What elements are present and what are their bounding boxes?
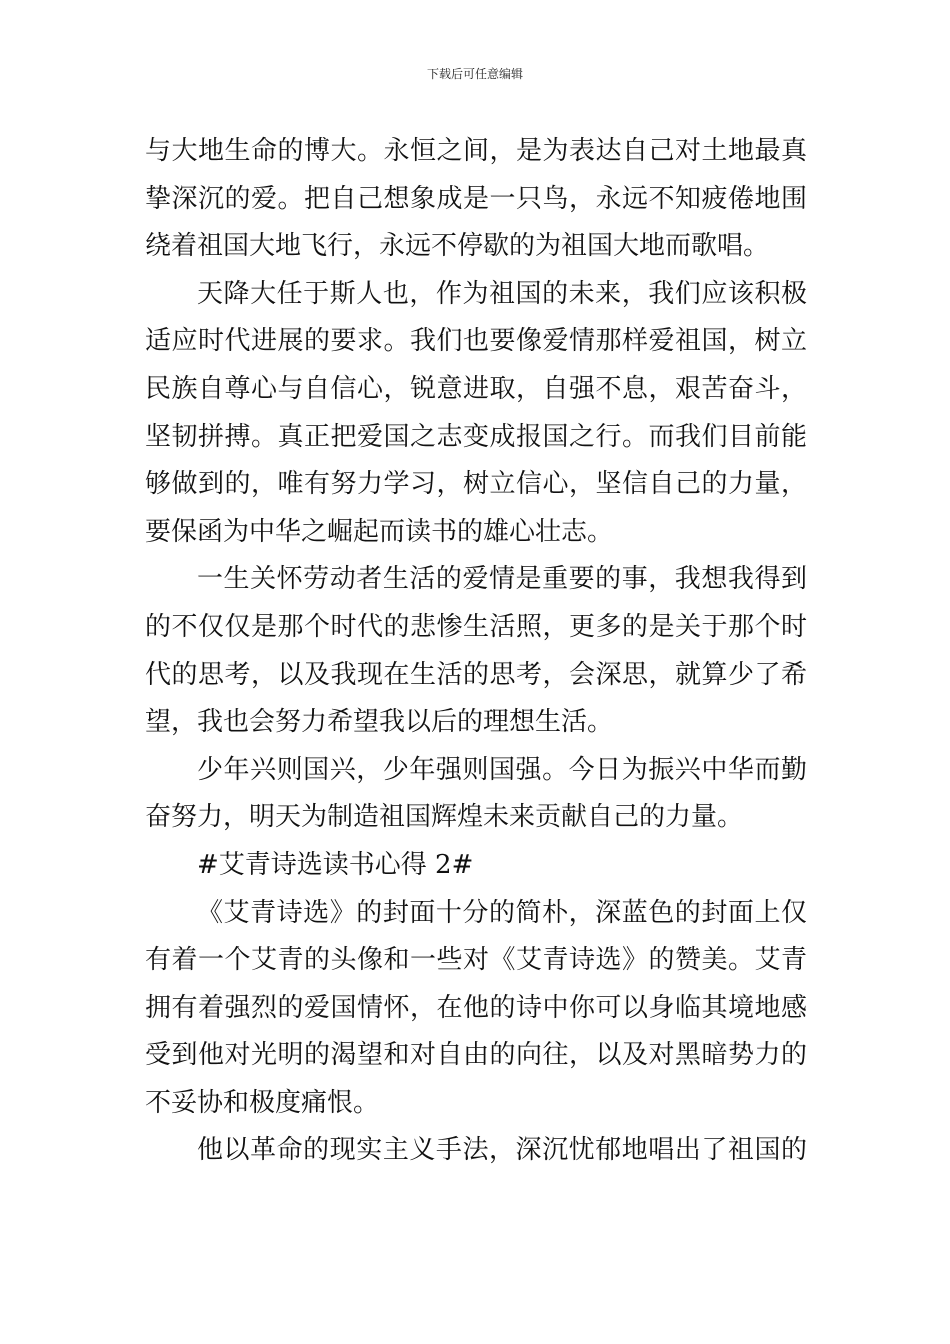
- text-line: 他以革命的现实主义手法，深沉忧郁地唱出了祖国的: [197, 1135, 807, 1166]
- text-line: 的不仅仅是那个时代的悲惨生活照，更多的是关于那个时: [145, 611, 807, 642]
- text-line: 拥有着强烈的爱国情怀，在他的诗中你可以身临其境地感: [145, 992, 807, 1023]
- body-text: [145, 128, 807, 1175]
- text-line: 适应时代进展的要求。我们也要像爱情那样爱祖国，树立: [145, 326, 807, 357]
- text-line: 要保函为中华之崛起而读书的雄心壮志。: [145, 516, 614, 547]
- text-line: 挚深沉的爱。把自己想象成是一只鸟，永远不知疲倦地围: [145, 183, 807, 214]
- text-line: 不妥协和极度痛恨。: [145, 1087, 380, 1118]
- text-line: 民族自尊心与自信心，锐意进取，自强不息，艰苦奋斗，: [145, 373, 807, 404]
- page-header: 下载后可任意编辑: [426, 67, 523, 81]
- text-line: 天降大任于斯人也，作为祖国的未来，我们应该积极: [197, 278, 807, 309]
- text-line: 望，我也会努力希望我以后的理想生活。: [145, 707, 614, 738]
- text-line: 一生关怀劳动者生活的爱情是重要的事，我想我得到: [197, 564, 807, 595]
- text-line: 与大地生命的博大。永恒之间，是为表达自己对土地最真: [145, 136, 807, 166]
- text-line: 有着一个艾青的头像和一些对《艾青诗选》的赞美。艾青: [145, 945, 807, 976]
- text-line: 绕着祖国大地飞行，永远不停歇的为祖国大地而歌唱。: [145, 231, 770, 262]
- text-line: 代的思考，以及我现在生活的思考，会深思，就算少了希: [145, 659, 807, 690]
- text-line: #艾青诗选读书心得 2#: [197, 849, 474, 880]
- text-line: 少年兴则国兴，少年强则国强。今日为振兴中华而勤: [197, 754, 807, 785]
- text-line: 《艾青诗选》的封面十分的简朴，深蓝色的封面上仅: [197, 897, 807, 928]
- text-line: 受到他对光明的渴望和对自由的向往，以及对黑暗势力的: [145, 1040, 807, 1071]
- text-line: 够做到的，唯有努力学习，树立信心，坚信自己的力量，: [145, 469, 807, 500]
- text-line: 奋努力，明天为制造祖国辉煌未来贡献自己的力量。: [145, 802, 744, 833]
- text-line: 坚韧拼搏。真正把爱国之志变成报国之行。而我们目前能: [145, 421, 807, 452]
